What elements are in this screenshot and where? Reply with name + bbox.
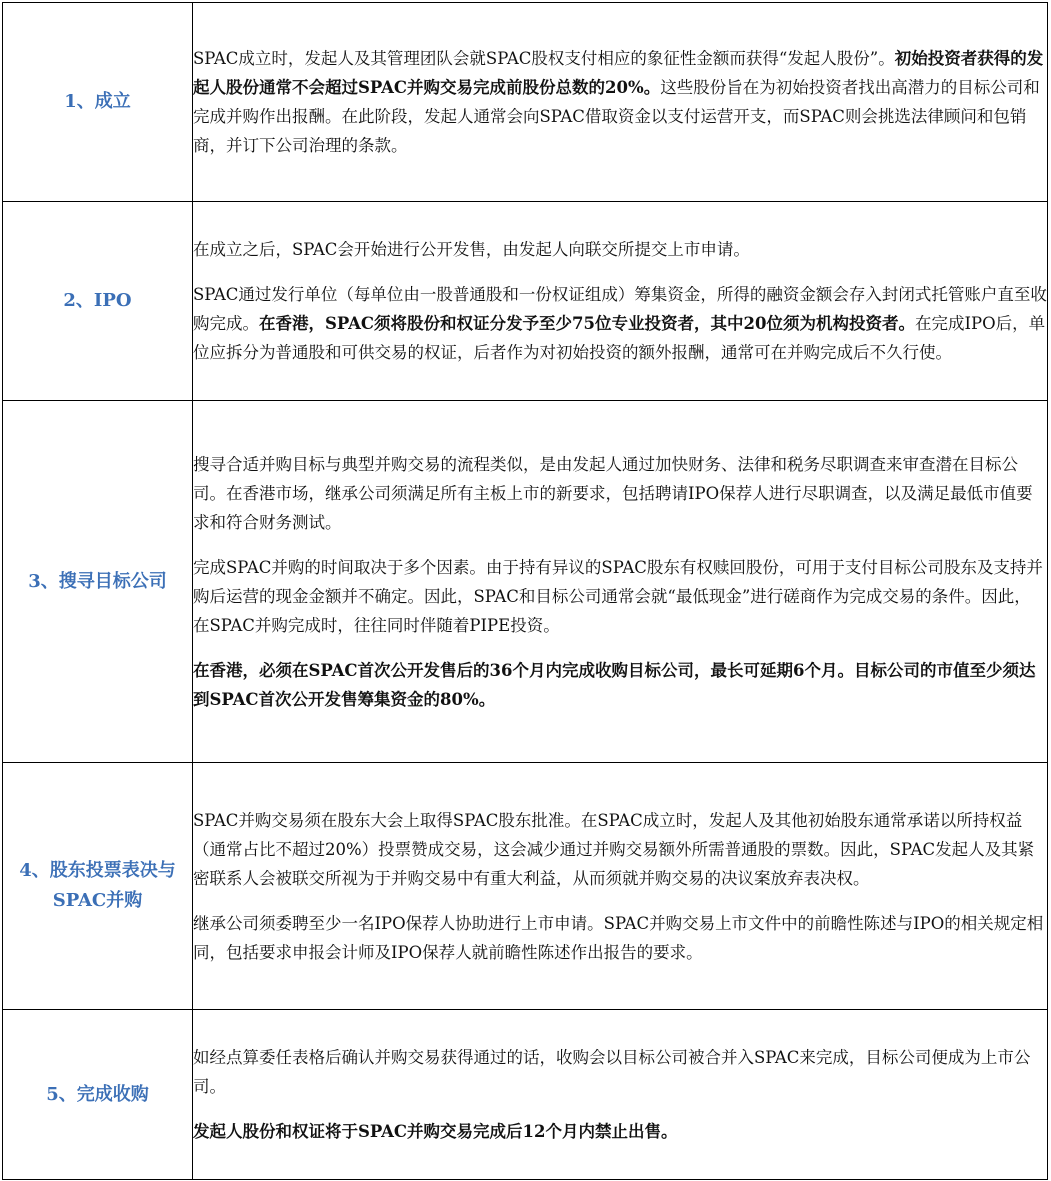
text-run: SPAC成立时，发起人及其管理团队会就SPAC股权支付相应的象征性金额而获得“发起人股份”。 <box>193 49 895 68</box>
table-row <box>3 1010 1048 1180</box>
bold-text-run: 初始投资者获得的发起人股份通常不会超过SPAC并购交易完成前股份总数的20%。 <box>193 49 1044 97</box>
step-description <box>193 763 1048 1010</box>
step-description <box>193 202 1048 401</box>
paragraph <box>193 553 1047 640</box>
table-row <box>3 202 1048 401</box>
step-description <box>193 401 1048 763</box>
text-run: 完成SPAC并购的时间取决于多个因素。由于持有异议的SPAC股东有权赎回股份，可用于支付目标公司股东及支持并购后运营的现金金额并不确定。因此，SPAC和目标公司通常会就“最低现金”进行磋商作为完成交易的条件。因此，在SPAC并购完成时，往往同时伴随着PIPE投资。 <box>193 557 1043 635</box>
step-label-text: 2、IPO <box>63 290 132 311</box>
text-run: 如经点算委任表格后确认并购交易获得通过的话，收购会以目标公司被合并入SPAC来完成，目标公司便成为上市公司。 <box>193 1048 1031 1096</box>
paragraph <box>193 450 1047 537</box>
text-run: 搜寻合适并购目标与典型并购交易的流程类似，是由发起人通过加快财务、法律和税务尽职调查来审查潜在目标公司。在香港市场，继承公司须满足所有主板上市的新要求，包括聘请IPO保荐人进行尽职调查，以及满足最低市值要求和符合财务测试。 <box>193 454 1033 532</box>
step-label <box>3 1010 193 1180</box>
text-run: 这些股份旨在为初始投资者找出高潜力的目标公司和完成并购作出报酬。在此阶段，发起人通常会向SPAC借取资金以支付运营开支，而SPAC则会挑选法律顾问和包销商，并订下公司治理的条款。 <box>193 78 1040 155</box>
table-row <box>3 3 1048 202</box>
step-label <box>3 202 193 401</box>
paragraph <box>193 1043 1047 1101</box>
bold-text-run: 在香港，SPAC须将股份和权证分发予至少75位专业投资者，其中20位须为机构投资者。 <box>259 314 915 333</box>
step-label-text: 5、完成收购 <box>46 1083 149 1105</box>
paragraph <box>193 806 1047 893</box>
paragraph <box>193 656 1047 714</box>
table-row <box>3 401 1048 763</box>
paragraph <box>193 280 1047 367</box>
text-run: SPAC并购交易须在股东大会上取得SPAC股东批准。在SPAC成立时，发起人及其他初始股东通常承诺以所持权益（通常占比不超过20%）投票赞成交易，这会减少通过并购交易额外所需普通股的票数。因此，SPAC发起人及其紧密联系人会被联交所视为于并购交易中有重大利益，从而须就并购交易的决议案放弃表决权。 <box>193 810 1035 888</box>
table-row <box>3 763 1048 1010</box>
step-label <box>3 401 193 763</box>
text-run: 在完成IPO后，单位应拆分为普通股和可供交易的权证，后者作为对初始投资的额外报酬，通常可在并购完成后不久行使。 <box>193 314 1046 362</box>
text-run: SPAC通过发行单位（每单位由一股普通股和一份权证组成）筹集资金，所得的融资金额会存入封闭式托管账户直至收购完成。 <box>193 285 1047 333</box>
step-description <box>193 3 1048 202</box>
step-label-text: 1、成立 <box>64 91 131 112</box>
paragraph <box>193 1117 1047 1146</box>
text-run: 继承公司须委聘至少一名IPO保荐人协助进行上市申请。SPAC并购交易上市文件中的前瞻性陈述与IPO的相关规定相同，包括要求申报会计师及IPO保荐人就前瞻性陈述作出报告的要求。 <box>193 913 1044 962</box>
step-label <box>3 3 193 202</box>
paragraph <box>193 44 1047 160</box>
paragraph <box>193 909 1047 967</box>
step-label-text: 3、搜寻目标公司 <box>28 570 167 592</box>
step-label-text: 4、股东投票表决与SPAC并购 <box>19 860 176 911</box>
paragraph <box>193 235 1047 264</box>
bold-text-run: 发起人股份和权证将于SPAC并购交易完成后12个月内禁止出售。 <box>193 1122 678 1141</box>
step-label <box>3 763 193 1010</box>
text-run: 在成立之后，SPAC会开始进行公开发售，由发起人向联交所提交上市申请。 <box>193 240 750 259</box>
spac-process-table <box>2 2 1048 1180</box>
step-description <box>193 1010 1048 1180</box>
bold-text-run: 在香港，必须在SPAC首次公开发售后的36个月内完成收购目标公司，最长可延期6个月。目标公司的市值至少须达到SPAC首次公开发售筹集资金的80%。 <box>193 660 1036 709</box>
